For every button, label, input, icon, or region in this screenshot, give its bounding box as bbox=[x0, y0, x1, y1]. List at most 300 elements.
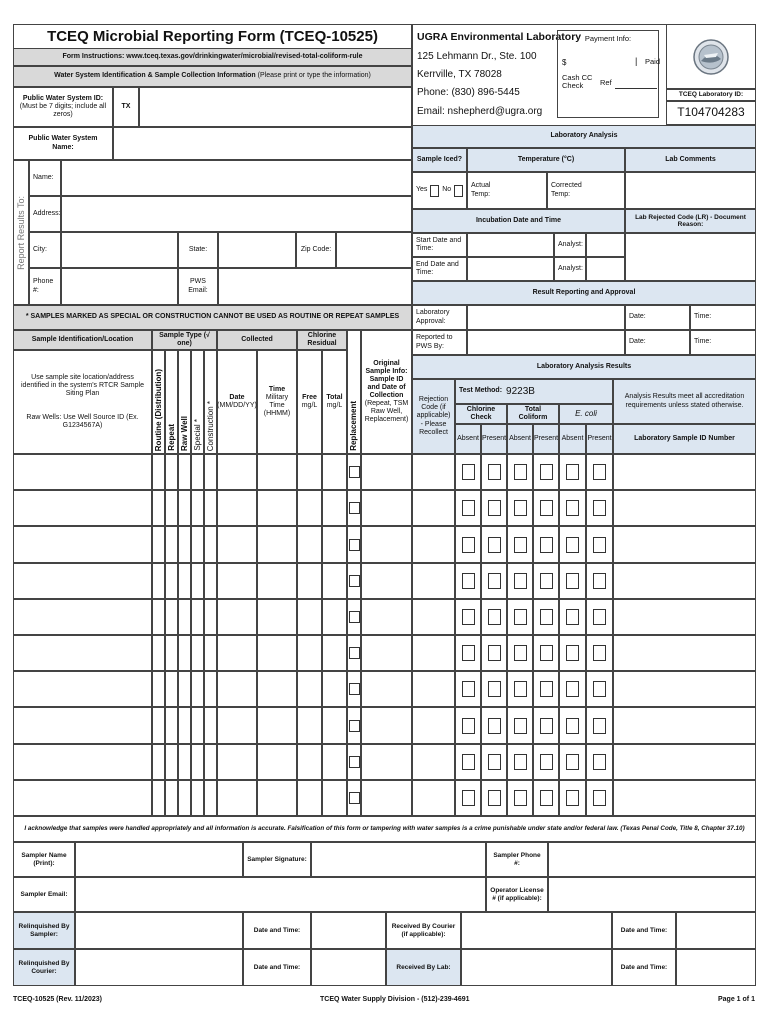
operator-license-input[interactable] bbox=[548, 877, 756, 912]
replacement-checkbox[interactable] bbox=[349, 647, 360, 659]
date-cell[interactable] bbox=[217, 671, 257, 707]
lab-sample-id-cell[interactable] bbox=[613, 454, 756, 490]
construction-cell[interactable] bbox=[204, 490, 217, 526]
sample-location-cell[interactable] bbox=[13, 780, 152, 816]
date-cell[interactable] bbox=[217, 599, 257, 635]
raw-well-cell[interactable] bbox=[178, 526, 191, 563]
chlorine-check-header: Chlorine Check bbox=[455, 404, 507, 424]
replacement-cell[interactable] bbox=[347, 780, 361, 816]
phone-input[interactable] bbox=[61, 268, 178, 305]
time-cell[interactable] bbox=[257, 707, 297, 744]
recv-courier-dt-input[interactable] bbox=[676, 912, 756, 949]
date-header: Date (MM/DD/YY) bbox=[217, 350, 257, 454]
type-special: Special * bbox=[191, 350, 204, 454]
pws-name-label: Public Water System Name: bbox=[13, 127, 113, 160]
date-cell[interactable] bbox=[217, 707, 257, 744]
raw-well-cell[interactable] bbox=[178, 635, 191, 671]
result-checkbox[interactable] bbox=[593, 718, 606, 734]
lab-sample-id-cell[interactable] bbox=[613, 635, 756, 671]
free-cl-cell[interactable] bbox=[297, 780, 322, 816]
sampler-signature-input[interactable] bbox=[311, 842, 486, 877]
sample-id-header: Sample Identification/Location bbox=[13, 330, 152, 350]
result-checkbox[interactable] bbox=[462, 464, 475, 480]
routine-cell[interactable] bbox=[152, 744, 165, 780]
state-input[interactable] bbox=[218, 232, 296, 268]
replacement-checkbox[interactable] bbox=[349, 756, 360, 768]
free-cl-cell[interactable] bbox=[297, 454, 322, 490]
date-cell[interactable] bbox=[217, 780, 257, 816]
rejection-code-cell[interactable] bbox=[412, 563, 455, 599]
special-cell[interactable] bbox=[191, 780, 204, 816]
special-cell[interactable] bbox=[191, 744, 204, 780]
original-info-cell[interactable] bbox=[361, 707, 412, 744]
total-cl-cell[interactable] bbox=[322, 454, 347, 490]
total-cl-cell[interactable] bbox=[322, 671, 347, 707]
result-checkbox[interactable] bbox=[566, 718, 579, 734]
replacement-cell[interactable] bbox=[347, 490, 361, 526]
name-input[interactable] bbox=[61, 160, 412, 196]
tc-absent-cell bbox=[507, 780, 533, 816]
raw-well-cell[interactable] bbox=[178, 744, 191, 780]
cc-absent-cell bbox=[455, 635, 481, 671]
lab-sample-id-cell[interactable] bbox=[613, 671, 756, 707]
free-cl-cell[interactable] bbox=[297, 599, 322, 635]
result-checkbox[interactable] bbox=[462, 573, 475, 589]
raw-well-cell[interactable] bbox=[178, 780, 191, 816]
special-cell[interactable] bbox=[191, 707, 204, 744]
sampler-name-input[interactable] bbox=[75, 842, 243, 877]
relinq-sampler-dt-input[interactable] bbox=[311, 912, 386, 949]
rejection-code-cell[interactable] bbox=[412, 744, 455, 780]
total-cl-cell[interactable] bbox=[322, 780, 347, 816]
total-cl-cell[interactable] bbox=[322, 599, 347, 635]
time-cell[interactable] bbox=[257, 671, 297, 707]
result-checkbox[interactable] bbox=[566, 500, 579, 516]
repeat-cell[interactable] bbox=[165, 635, 178, 671]
result-checkbox[interactable] bbox=[540, 609, 553, 625]
result-checkbox[interactable] bbox=[488, 681, 501, 697]
cash-cc-label[interactable]: Cash CC bbox=[562, 72, 593, 82]
tceq-lab-id: T104704283 bbox=[666, 101, 756, 125]
actual-temp-label: Actual Temp: bbox=[467, 172, 494, 209]
lab-approval-label: Laboratory Approval: bbox=[412, 305, 467, 330]
cc-absent-cell bbox=[455, 563, 481, 599]
result-checkbox[interactable] bbox=[593, 754, 606, 770]
result-checkbox[interactable] bbox=[488, 609, 501, 625]
reported-pws-input[interactable] bbox=[467, 330, 625, 355]
result-checkbox[interactable] bbox=[566, 537, 579, 553]
original-info-cell[interactable] bbox=[361, 599, 412, 635]
date-cell[interactable] bbox=[217, 744, 257, 780]
lab-sample-id-cell[interactable] bbox=[613, 563, 756, 599]
replacement-checkbox[interactable] bbox=[349, 575, 360, 587]
date-cell[interactable] bbox=[217, 563, 257, 599]
result-checkbox[interactable] bbox=[462, 609, 475, 625]
tc-absent-cell bbox=[507, 707, 533, 744]
original-info-cell[interactable] bbox=[361, 635, 412, 671]
special-cell[interactable] bbox=[191, 490, 204, 526]
result-checkbox[interactable] bbox=[540, 464, 553, 480]
lab-comments-header: Lab Comments bbox=[625, 148, 756, 172]
result-checkbox[interactable] bbox=[540, 790, 553, 806]
result-checkbox[interactable] bbox=[462, 645, 475, 661]
result-checkbox[interactable] bbox=[593, 790, 606, 806]
result-checkbox[interactable] bbox=[593, 464, 606, 480]
sample-location-cell[interactable] bbox=[13, 526, 152, 563]
sample-location-cell[interactable] bbox=[13, 490, 152, 526]
replacement-header: Replacement bbox=[347, 330, 361, 454]
replacement-cell[interactable] bbox=[347, 599, 361, 635]
free-cl-cell[interactable] bbox=[297, 635, 322, 671]
result-checkbox[interactable] bbox=[488, 464, 501, 480]
raw-well-cell[interactable] bbox=[178, 454, 191, 490]
original-info-cell[interactable] bbox=[361, 671, 412, 707]
zip-input[interactable] bbox=[336, 232, 412, 268]
sampler-email-label: Sampler Email: bbox=[13, 877, 75, 912]
address-input[interactable] bbox=[61, 196, 412, 232]
result-checkbox[interactable] bbox=[514, 609, 527, 625]
repeat-cell[interactable] bbox=[165, 780, 178, 816]
result-checkbox[interactable] bbox=[514, 681, 527, 697]
result-checkbox[interactable] bbox=[462, 754, 475, 770]
received-lab-input[interactable] bbox=[461, 949, 612, 986]
lab-sample-id-cell[interactable] bbox=[613, 780, 756, 816]
result-checkbox[interactable] bbox=[462, 500, 475, 516]
construction-cell[interactable] bbox=[204, 563, 217, 599]
replacement-checkbox[interactable] bbox=[349, 611, 360, 623]
result-checkbox[interactable] bbox=[488, 537, 501, 553]
total-coliform-header: Total Coliform bbox=[507, 404, 559, 424]
time-cell[interactable] bbox=[257, 599, 297, 635]
original-info-cell[interactable] bbox=[361, 780, 412, 816]
result-checkbox[interactable] bbox=[593, 681, 606, 697]
routine-cell[interactable] bbox=[152, 526, 165, 563]
ec-present-cell bbox=[586, 707, 613, 744]
rejection-code-cell[interactable] bbox=[412, 454, 455, 490]
time-cell[interactable] bbox=[257, 635, 297, 671]
result-checkbox[interactable] bbox=[540, 754, 553, 770]
rejection-code-cell[interactable] bbox=[412, 780, 455, 816]
cc-present-cell bbox=[481, 671, 507, 707]
cc-absent-cell bbox=[455, 454, 481, 490]
state-label: State: bbox=[178, 232, 218, 268]
relinquished-courier-input[interactable] bbox=[75, 949, 243, 986]
lab-approval-input[interactable] bbox=[467, 305, 625, 330]
lab-sample-id-cell[interactable] bbox=[613, 707, 756, 744]
construction-cell[interactable] bbox=[204, 454, 217, 490]
sampler-email-input[interactable] bbox=[75, 877, 486, 912]
sample-location-cell[interactable] bbox=[13, 635, 152, 671]
replacement-cell[interactable] bbox=[347, 563, 361, 599]
result-checkbox[interactable] bbox=[462, 718, 475, 734]
free-cl-cell[interactable] bbox=[297, 707, 322, 744]
original-info-cell[interactable] bbox=[361, 744, 412, 780]
end-dt-input[interactable] bbox=[467, 257, 554, 281]
result-checkbox[interactable] bbox=[514, 790, 527, 806]
no-checkbox[interactable] bbox=[454, 185, 463, 197]
result-checkbox[interactable] bbox=[566, 573, 579, 589]
special-cell[interactable] bbox=[191, 454, 204, 490]
routine-cell[interactable] bbox=[152, 454, 165, 490]
sample-location-cell[interactable] bbox=[13, 563, 152, 599]
original-info-cell[interactable] bbox=[361, 563, 412, 599]
result-checkbox[interactable] bbox=[593, 573, 606, 589]
replacement-cell[interactable] bbox=[347, 526, 361, 563]
sample-location-cell[interactable] bbox=[13, 744, 152, 780]
address-label: Address: bbox=[29, 196, 61, 232]
date-cell[interactable] bbox=[217, 526, 257, 563]
lab-name: UGRA Environmental Laboratory bbox=[417, 31, 582, 43]
approval-time-label: Time: bbox=[690, 305, 710, 330]
end-analyst-input[interactable] bbox=[586, 257, 625, 281]
dollar-field[interactable]: $ bbox=[562, 57, 567, 67]
time-cell[interactable] bbox=[257, 780, 297, 816]
ec-absent-cell bbox=[559, 780, 586, 816]
result-checkbox[interactable] bbox=[488, 718, 501, 734]
received-courier-input[interactable] bbox=[461, 912, 612, 949]
ec-absent-cell bbox=[559, 635, 586, 671]
ec-absent-cell bbox=[559, 671, 586, 707]
test-method-value: 9223B bbox=[506, 385, 535, 397]
reported-time-input[interactable] bbox=[710, 330, 756, 355]
routine-cell[interactable] bbox=[152, 635, 165, 671]
total-cl-cell[interactable] bbox=[322, 635, 347, 671]
free-cl-cell[interactable] bbox=[297, 490, 322, 526]
result-checkbox[interactable] bbox=[514, 573, 527, 589]
lab-rejected-input[interactable] bbox=[625, 233, 756, 281]
pws-name-input[interactable] bbox=[113, 127, 412, 160]
type-repeat: Repeat bbox=[165, 350, 178, 454]
raw-well-cell[interactable] bbox=[178, 490, 191, 526]
check-ref-row[interactable] bbox=[562, 78, 654, 91]
result-checkbox[interactable] bbox=[540, 500, 553, 516]
repeat-cell[interactable] bbox=[165, 744, 178, 780]
result-checkbox[interactable] bbox=[593, 500, 606, 516]
start-analyst-input[interactable] bbox=[586, 233, 625, 257]
recv-lab-dt-input[interactable] bbox=[676, 949, 756, 986]
actual-temp-input[interactable] bbox=[494, 172, 547, 209]
city-input[interactable] bbox=[61, 232, 178, 268]
repeat-cell[interactable] bbox=[165, 599, 178, 635]
special-cell[interactable] bbox=[191, 526, 204, 563]
time-cell[interactable] bbox=[257, 490, 297, 526]
result-checkbox[interactable] bbox=[566, 645, 579, 661]
repeat-cell[interactable] bbox=[165, 490, 178, 526]
reported-date-input[interactable] bbox=[645, 330, 690, 355]
accreditation-note: Analysis Results meet all accreditation requirements unless stated otherwise. bbox=[613, 379, 756, 424]
total-cl-cell[interactable] bbox=[322, 490, 347, 526]
date-cell[interactable] bbox=[217, 635, 257, 671]
special-cell[interactable] bbox=[191, 671, 204, 707]
result-checkbox[interactable] bbox=[514, 754, 527, 770]
replacement-checkbox[interactable] bbox=[349, 683, 360, 695]
rejection-code-cell[interactable] bbox=[412, 526, 455, 563]
result-checkbox[interactable] bbox=[593, 645, 606, 661]
lab-sample-id-cell[interactable] bbox=[613, 599, 756, 635]
result-checkbox[interactable] bbox=[514, 537, 527, 553]
replacement-cell[interactable] bbox=[347, 671, 361, 707]
result-checkbox[interactable] bbox=[566, 790, 579, 806]
repeat-cell[interactable] bbox=[165, 671, 178, 707]
lab-sample-id-cell[interactable] bbox=[613, 744, 756, 780]
ec-absent-cell bbox=[559, 563, 586, 599]
sample-location-cell[interactable] bbox=[13, 707, 152, 744]
date-cell[interactable] bbox=[217, 490, 257, 526]
total-cl-cell[interactable] bbox=[322, 744, 347, 780]
repeat-cell[interactable] bbox=[165, 707, 178, 744]
result-checkbox[interactable] bbox=[540, 537, 553, 553]
result-checkbox[interactable] bbox=[462, 537, 475, 553]
result-checkbox[interactable] bbox=[593, 609, 606, 625]
rejection-code-cell[interactable] bbox=[412, 671, 455, 707]
raw-well-cell[interactable] bbox=[178, 707, 191, 744]
result-checkbox[interactable] bbox=[514, 645, 527, 661]
tc-absent-cell bbox=[507, 744, 533, 780]
construction-cell[interactable] bbox=[204, 635, 217, 671]
replacement-cell[interactable] bbox=[347, 635, 361, 671]
replacement-cell[interactable] bbox=[347, 744, 361, 780]
ec-absent: Absent bbox=[559, 424, 586, 454]
replacement-checkbox[interactable] bbox=[349, 502, 360, 514]
time-cell[interactable] bbox=[257, 563, 297, 599]
result-checkbox[interactable] bbox=[540, 718, 553, 734]
result-checkbox[interactable] bbox=[566, 609, 579, 625]
ec-absent-cell bbox=[559, 707, 586, 744]
total-cl-cell[interactable] bbox=[322, 563, 347, 599]
result-checkbox[interactable] bbox=[488, 500, 501, 516]
total-cl-cell[interactable] bbox=[322, 526, 347, 563]
raw-well-cell[interactable] bbox=[178, 599, 191, 635]
original-info-cell[interactable] bbox=[361, 490, 412, 526]
result-checkbox[interactable] bbox=[593, 537, 606, 553]
free-cl-cell[interactable] bbox=[297, 526, 322, 563]
construction-cell[interactable] bbox=[204, 599, 217, 635]
construction-cell[interactable] bbox=[204, 671, 217, 707]
time-cell[interactable] bbox=[257, 454, 297, 490]
rejection-code-cell[interactable] bbox=[412, 635, 455, 671]
result-checkbox[interactable] bbox=[514, 464, 527, 480]
result-checkbox[interactable] bbox=[488, 573, 501, 589]
sampler-phone-input[interactable] bbox=[548, 842, 756, 877]
result-checkbox[interactable] bbox=[488, 754, 501, 770]
start-dt-input[interactable] bbox=[467, 233, 554, 257]
ec-present-cell bbox=[586, 671, 613, 707]
construction-cell[interactable] bbox=[204, 744, 217, 780]
result-checkbox[interactable] bbox=[540, 645, 553, 661]
test-method-label: Test Method: bbox=[459, 387, 503, 395]
tc-absent-cell bbox=[507, 599, 533, 635]
rejection-code-cell[interactable] bbox=[412, 707, 455, 744]
result-checkbox[interactable] bbox=[540, 573, 553, 589]
rejection-code-cell[interactable] bbox=[412, 490, 455, 526]
tc-present-cell bbox=[533, 707, 559, 744]
tc-present-cell bbox=[533, 490, 559, 526]
cc-present-cell bbox=[481, 707, 507, 744]
yes-checkbox[interactable] bbox=[430, 185, 439, 197]
routine-cell[interactable] bbox=[152, 707, 165, 744]
tc-absent-cell bbox=[507, 490, 533, 526]
special-cell[interactable] bbox=[191, 599, 204, 635]
result-checkbox[interactable] bbox=[488, 790, 501, 806]
name-label: Name: bbox=[29, 160, 61, 196]
tc-present: Present bbox=[533, 424, 559, 454]
result-checkbox[interactable] bbox=[566, 464, 579, 480]
rejection-code-cell[interactable] bbox=[412, 599, 455, 635]
original-info-cell[interactable] bbox=[361, 526, 412, 563]
routine-cell[interactable] bbox=[152, 671, 165, 707]
routine-cell[interactable] bbox=[152, 563, 165, 599]
result-checkbox[interactable] bbox=[488, 645, 501, 661]
pws-id-input[interactable] bbox=[139, 87, 412, 127]
time-cell[interactable] bbox=[257, 526, 297, 563]
approval-time-input[interactable] bbox=[710, 305, 756, 330]
approval-date-input[interactable] bbox=[645, 305, 690, 330]
replacement-checkbox[interactable] bbox=[349, 466, 360, 478]
result-checkbox[interactable] bbox=[462, 790, 475, 806]
raw-well-cell[interactable] bbox=[178, 671, 191, 707]
sample-location-cell[interactable] bbox=[13, 671, 152, 707]
replacement-checkbox[interactable] bbox=[349, 792, 360, 804]
replacement-checkbox[interactable] bbox=[349, 539, 360, 551]
reported-pws-label: Reported to PWS By: bbox=[412, 330, 467, 355]
result-checkbox[interactable] bbox=[566, 754, 579, 770]
repeat-cell[interactable] bbox=[165, 526, 178, 563]
result-checkbox[interactable] bbox=[566, 681, 579, 697]
ec-absent-cell bbox=[559, 454, 586, 490]
special-cell[interactable] bbox=[191, 635, 204, 671]
construction-cell[interactable] bbox=[204, 707, 217, 744]
original-info-cell[interactable] bbox=[361, 454, 412, 490]
result-checkbox[interactable] bbox=[514, 500, 527, 516]
lab-sample-id-cell[interactable] bbox=[613, 526, 756, 563]
replacement-cell[interactable] bbox=[347, 707, 361, 744]
free-cl-cell[interactable] bbox=[297, 744, 322, 780]
routine-cell[interactable] bbox=[152, 599, 165, 635]
special-cell[interactable] bbox=[191, 563, 204, 599]
tc-present-cell bbox=[533, 780, 559, 816]
tc-absent-cell bbox=[507, 671, 533, 707]
construction-cell[interactable] bbox=[204, 526, 217, 563]
result-checkbox[interactable] bbox=[514, 718, 527, 734]
replacement-checkbox[interactable] bbox=[349, 720, 360, 732]
sample-location-cell[interactable] bbox=[13, 599, 152, 635]
free-cl-cell[interactable] bbox=[297, 671, 322, 707]
relinq-courier-dt-input[interactable] bbox=[311, 949, 386, 986]
relinquished-sampler-input[interactable] bbox=[75, 912, 243, 949]
result-checkbox[interactable] bbox=[540, 681, 553, 697]
corrected-temp-input[interactable] bbox=[577, 172, 625, 209]
replacement-cell[interactable] bbox=[347, 454, 361, 490]
cc-present-cell bbox=[481, 526, 507, 563]
routine-cell[interactable] bbox=[152, 780, 165, 816]
raw-well-cell[interactable] bbox=[178, 563, 191, 599]
repeat-cell[interactable] bbox=[165, 563, 178, 599]
pws-email-input[interactable] bbox=[218, 268, 412, 305]
total-cl-cell[interactable] bbox=[322, 707, 347, 744]
time-cell[interactable] bbox=[257, 744, 297, 780]
chlorine-header: Chlorine Residual bbox=[297, 330, 347, 350]
lab-sample-id-cell[interactable] bbox=[613, 490, 756, 526]
construction-cell[interactable] bbox=[204, 780, 217, 816]
sampler-signature-label: Sampler Signature: bbox=[243, 842, 311, 877]
repeat-cell[interactable] bbox=[165, 454, 178, 490]
free-cl-cell[interactable] bbox=[297, 563, 322, 599]
date-cell[interactable] bbox=[217, 454, 257, 490]
sample-location-cell[interactable] bbox=[13, 454, 152, 490]
lab-comments-input[interactable] bbox=[625, 172, 756, 209]
routine-cell[interactable] bbox=[152, 490, 165, 526]
result-checkbox[interactable] bbox=[462, 681, 475, 697]
